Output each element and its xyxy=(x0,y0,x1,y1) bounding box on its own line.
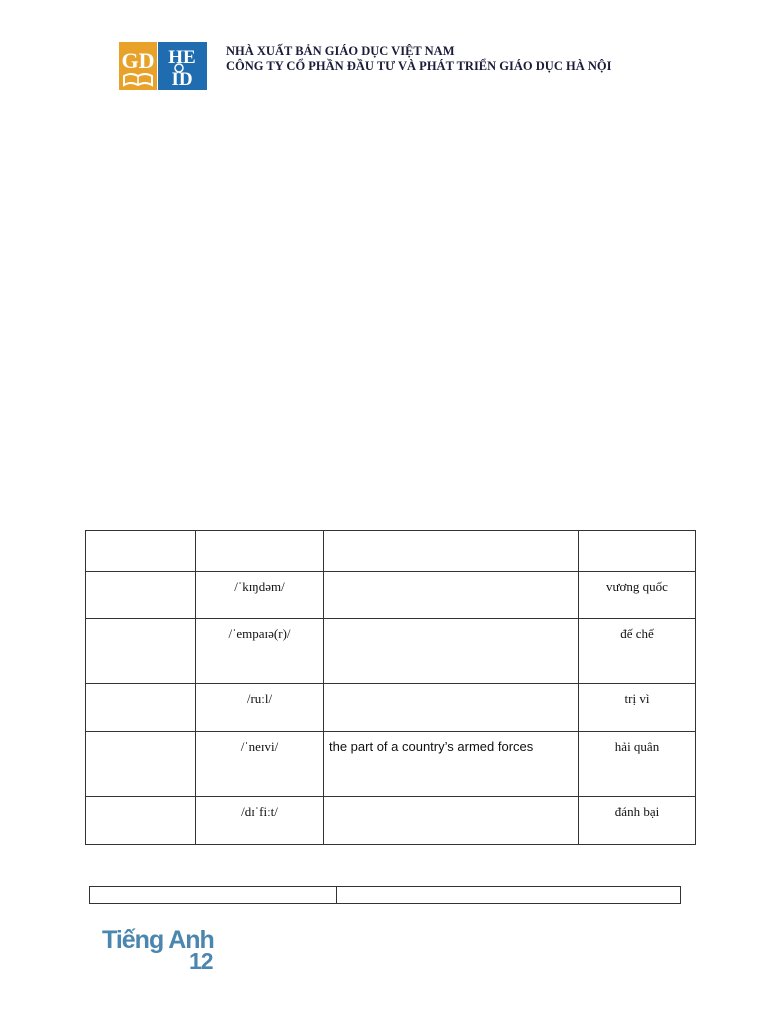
meaning-cell: hải quân xyxy=(579,732,696,797)
gd-hed-logo-icon xyxy=(119,42,207,90)
definition-cell xyxy=(324,797,579,845)
pronunciation-cell: /ˈkɪŋdəm/ xyxy=(196,572,324,619)
textbook-brand xyxy=(100,926,230,978)
meaning-cell: đế chế xyxy=(579,619,696,684)
svg-text:GD: GD xyxy=(121,48,155,73)
table-row xyxy=(86,797,696,845)
table-row xyxy=(86,619,696,684)
svg-text:ID: ID xyxy=(171,69,193,90)
svg-text:HE: HE xyxy=(168,47,196,68)
pronunciation-cell: /ˈneɪvi/ xyxy=(196,732,324,797)
word-cell xyxy=(86,619,196,684)
definition-cell xyxy=(324,572,579,619)
vocabulary-table xyxy=(85,530,696,845)
brand-title: Tiếng Anh xyxy=(102,926,214,954)
meaning-cell: vương quốc xyxy=(579,572,696,619)
header-cell xyxy=(196,531,324,572)
pronunciation-cell: /ruːl/ xyxy=(196,684,324,732)
word-cell xyxy=(86,797,196,845)
header-cell xyxy=(579,531,696,572)
publisher-name: NHÀ XUẤT BẢN GIÁO DỤC VIỆT NAM xyxy=(226,44,455,58)
publisher-header xyxy=(226,44,611,74)
table-row xyxy=(86,732,696,797)
pronunciation-cell: /dɪˈfiːt/ xyxy=(196,797,324,845)
header-cell xyxy=(324,531,579,572)
brand-grade: 12 xyxy=(189,948,213,974)
definition-cell xyxy=(324,684,579,732)
company-name: CÔNG TY CỔ PHẦN ĐẦU TƯ VÀ PHÁT TRIỂN GIÁO DỤC HÀ NỘI xyxy=(226,59,612,73)
word-cell xyxy=(86,684,196,732)
blank-table xyxy=(89,886,681,904)
publisher-logo xyxy=(119,42,207,90)
table-header-row xyxy=(86,531,696,572)
pronunciation-cell: /ˈempaɪə(r)/ xyxy=(196,619,324,684)
header-cell xyxy=(86,531,196,572)
blank-cell xyxy=(90,887,337,904)
meaning-cell: trị vì xyxy=(579,684,696,732)
definition-cell xyxy=(324,619,579,684)
word-cell xyxy=(86,732,196,797)
meaning-cell: đánh bại xyxy=(579,797,696,845)
definition-cell: the part of a country’s armed forces xyxy=(324,732,579,797)
table-row xyxy=(86,684,696,732)
blank-cell xyxy=(337,887,681,904)
table-row xyxy=(86,572,696,619)
word-cell xyxy=(86,572,196,619)
